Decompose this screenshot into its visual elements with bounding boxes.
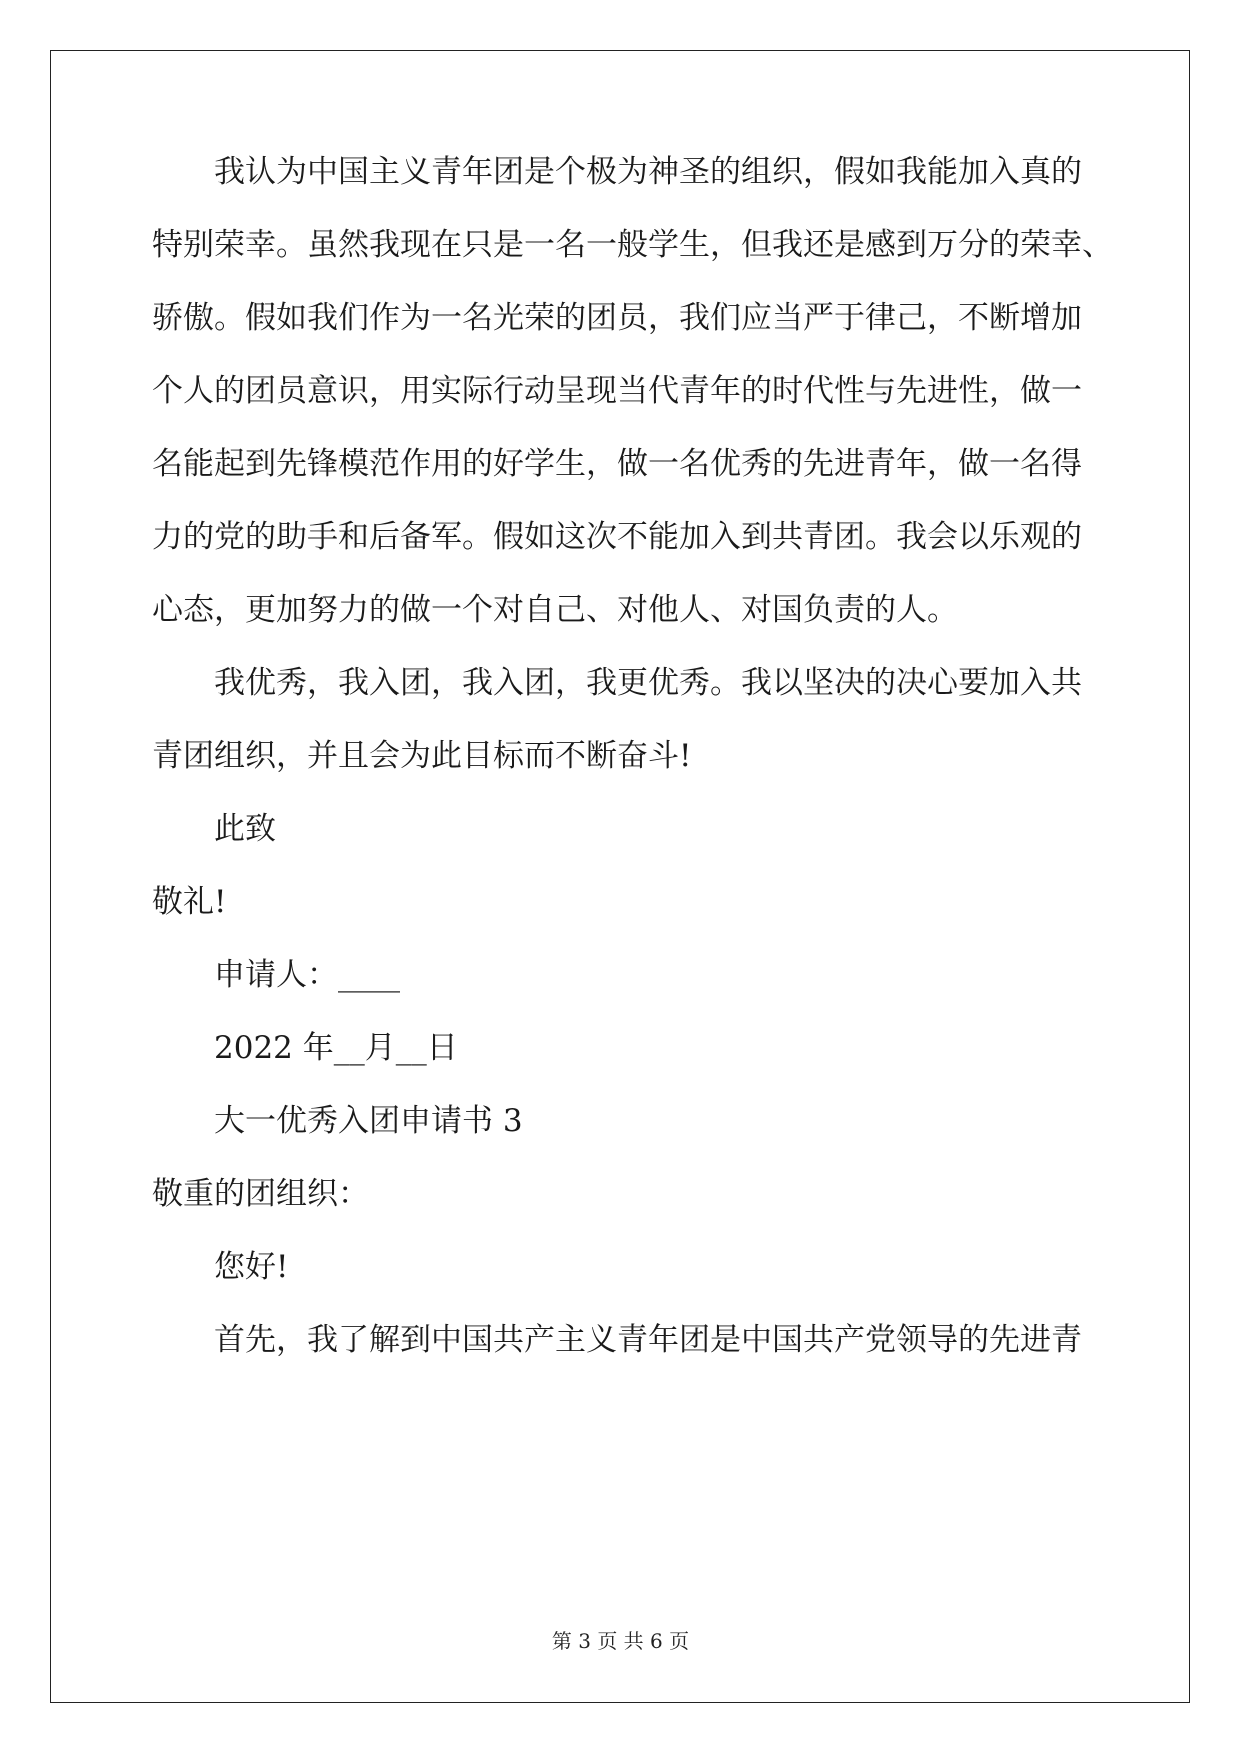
section-title: 大一优秀入团申请书 3 <box>214 1103 523 1139</box>
page-number-footer: 第 3 页 共 6 页 <box>551 1629 690 1653</box>
paragraph-line: 心态，更加努力的做一个对自己、对他人、对国负责的人。 <box>152 592 958 628</box>
paragraph-line: 力的党的助手和后备军。假如这次不能加入到共青团。我会以乐观的 <box>152 519 1082 555</box>
greeting-recipient: 敬重的团组织： <box>152 1176 369 1212</box>
paragraph-line: 我认为中国主义青年团是个极为神圣的组织，假如我能加入真的 <box>214 154 1082 190</box>
paragraph-line: 名能起到先锋模范作用的好学生，做一名优秀的先进青年，做一名得 <box>152 446 1082 482</box>
application-date: 2022 年__月__日 <box>214 1030 458 1066</box>
paragraph-line: 首先，我了解到中国共产主义青年团是中国共产党领导的先进青 <box>214 1322 1082 1358</box>
paragraph-line: 青团组织，并且会为此目标而不断奋斗! <box>152 738 692 774</box>
paragraph-line: 个人的团员意识，用实际行动呈现当代青年的时代性与先进性，做一 <box>152 373 1082 409</box>
applicant-signature: 申请人：____ <box>214 957 400 993</box>
closing-salutation: 此致 <box>214 811 276 847</box>
paragraph-line: 特别荣幸。虽然我现在只是一名一般学生，但我还是感到万分的荣幸、 <box>152 227 1113 263</box>
closing-regards: 敬礼! <box>152 884 227 920</box>
paragraph-line: 我优秀，我入团，我入团，我更优秀。我以坚决的决心要加入共 <box>214 665 1082 701</box>
greeting: 您好! <box>214 1249 289 1285</box>
paragraph-line: 骄傲。假如我们作为一名光荣的团员，我们应当严于律己，不断增加 <box>152 300 1082 336</box>
